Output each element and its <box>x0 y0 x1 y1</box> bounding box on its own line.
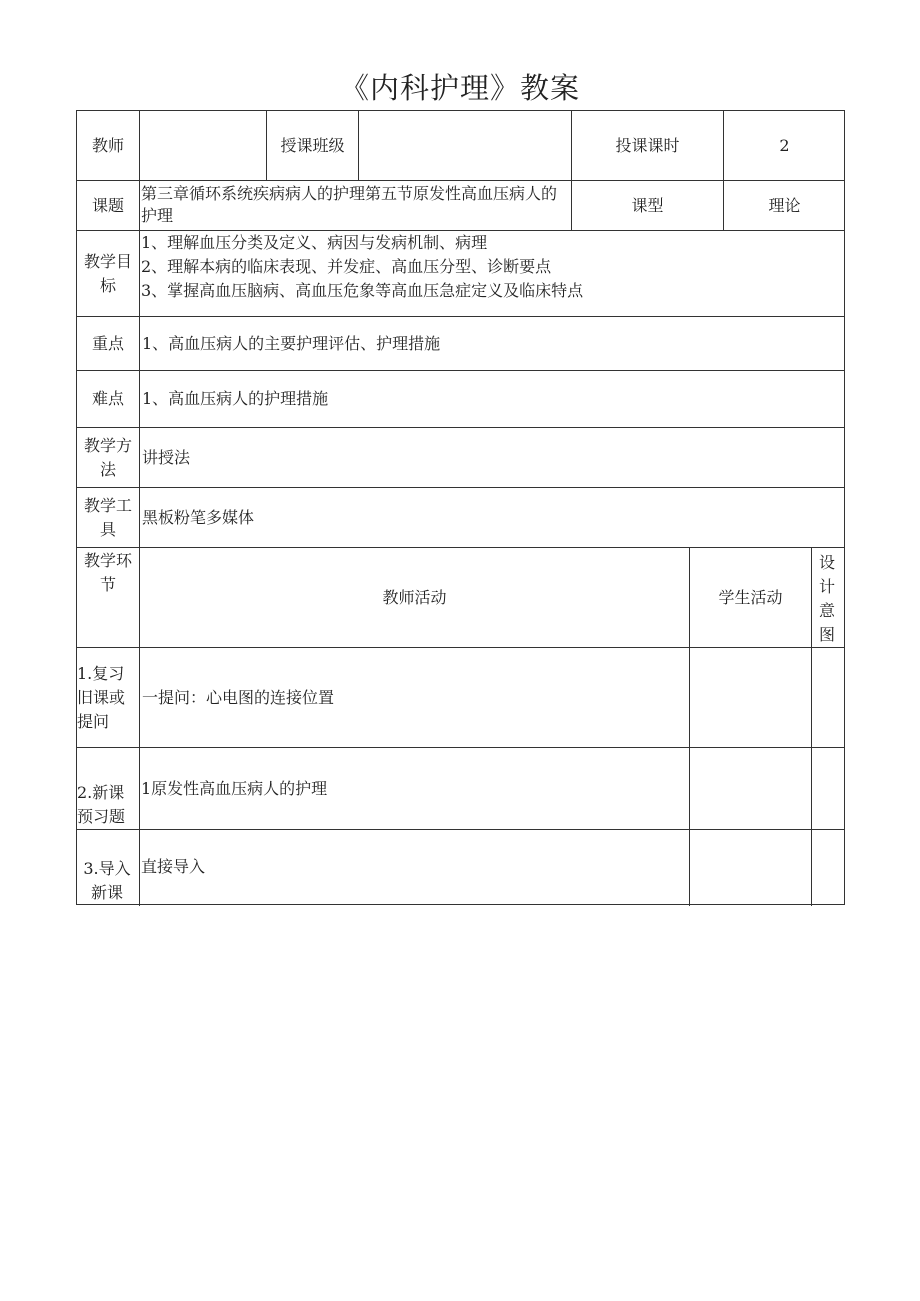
stage-label: 2.新课预习题 <box>77 783 126 826</box>
teacher-label: 教师 <box>91 135 124 155</box>
method-label: 教学方法 <box>83 435 132 479</box>
teacher-activity-header: 教师活动 <box>382 587 447 607</box>
objectives-list <box>140 231 840 311</box>
class-value[interactable] <box>359 111 571 180</box>
stage-header: 教学环节 <box>83 551 132 594</box>
difficulties-value: 1、高血压病人的护理措施 <box>142 389 329 408</box>
difficulties-label: 难点 <box>91 389 124 408</box>
method-value: 讲授法 <box>142 447 191 467</box>
lesson-plan-table <box>76 110 845 905</box>
objective-item: 1、理解血压分类及定义、病因与发病机制、病理 <box>141 233 488 252</box>
design-intent-header: 设计意图 <box>818 553 835 644</box>
page-title: 《内科护理》教案 <box>339 71 580 105</box>
objective-item: 3、掌握高血压脑病、高血压危象等高血压急症定义及临床特点 <box>141 281 584 300</box>
key-points-value: 1、高血压病人的主要护理评估、护理措施 <box>142 333 441 353</box>
stage-student-activity[interactable] <box>690 748 811 829</box>
stage-teacher-activity: 1原发性高血压病人的护理 <box>141 779 328 798</box>
stage-teacher-activity: 直接导入 <box>141 857 206 876</box>
hours-label: 投课课时 <box>615 135 680 155</box>
topic-value: 第三章循环系统疾病病人的护理第五节原发性高血压病人的护理 <box>141 184 558 225</box>
class-label: 授课班级 <box>280 135 345 155</box>
stage-design-intent[interactable] <box>812 748 844 829</box>
hours-value[interactable]: 2 <box>779 135 790 155</box>
stage-design-intent[interactable] <box>812 648 844 747</box>
lesson-type-label: 课型 <box>631 195 664 215</box>
stage-student-activity[interactable] <box>690 648 811 747</box>
tools-label: 教学工具 <box>83 495 132 539</box>
topic-label: 课题 <box>91 195 124 215</box>
tools-value: 黑板粉笔多媒体 <box>142 507 255 527</box>
stage-label: 1.复习旧课或提问 <box>77 663 126 731</box>
stage-teacher-activity: 一提问：心电图的连接位置 <box>142 687 335 707</box>
teacher-value[interactable] <box>140 111 266 180</box>
objectives-label: 教学目标 <box>83 251 132 295</box>
stage-student-activity[interactable] <box>690 830 811 905</box>
objective-item: 2、理解本病的临床表现、并发症、高血压分型、诊断要点 <box>141 257 552 276</box>
lesson-type-value: 理论 <box>768 195 801 215</box>
student-activity-header: 学生活动 <box>718 587 783 607</box>
stage-label: 3.导入新课 <box>83 859 131 902</box>
stage-design-intent[interactable] <box>812 830 844 905</box>
key-points-label: 重点 <box>91 333 124 353</box>
